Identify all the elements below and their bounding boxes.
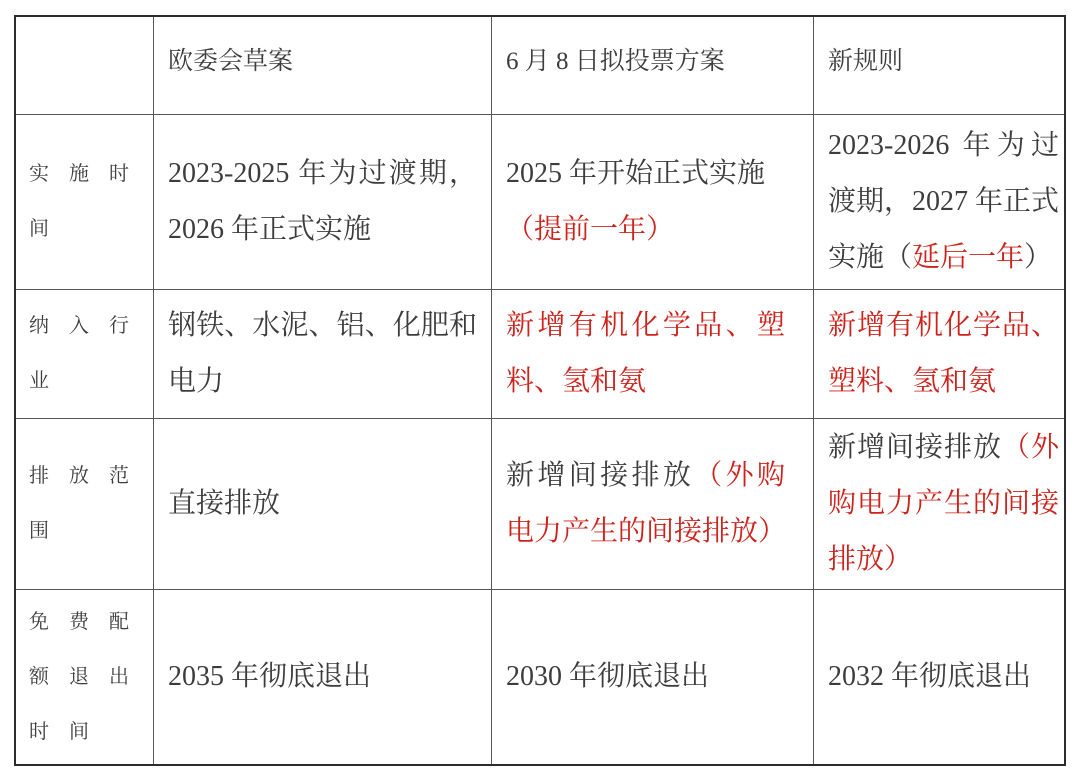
cell-text: [168, 298, 477, 410]
table-cell: [154, 590, 492, 764]
highlighted-text-segment: 新增有机化学品、塑料、氢和氨: [828, 310, 1059, 397]
row-label-cell: [16, 115, 154, 290]
table-cell: [814, 290, 1064, 419]
text-segment: 新增间接排放: [828, 432, 1002, 463]
text-segment: 直接排放: [168, 488, 281, 519]
highlighted-text-segment: （外购电力产生的间接排放）: [506, 460, 787, 547]
row-label: 排放范围: [29, 465, 149, 542]
table-cell: [492, 590, 814, 764]
row-label: 实施时间: [29, 163, 149, 240]
highlighted-text-segment: （外购电力产生的间接排放）: [828, 432, 1059, 575]
row-label: 纳入行业: [29, 315, 149, 392]
text-segment: 2023-2025 年为过渡期，2026 年正式实施: [168, 158, 477, 245]
row-label-cell: [16, 290, 154, 419]
cbam-rules-comparison-table: [14, 15, 1066, 766]
table-cell: [814, 590, 1064, 764]
text-segment: 钢铁、水泥、铝、化肥和电力: [168, 310, 477, 397]
table-cell: [814, 115, 1064, 290]
table-cell: [492, 419, 814, 590]
cell-text: [828, 420, 1059, 588]
text-segment: 2035 年彻底退出: [168, 661, 372, 692]
table-cell: [492, 290, 814, 419]
cell-text: [828, 118, 1059, 286]
cell-text: [828, 649, 1059, 705]
row-label: 免费配额退出时间: [29, 610, 149, 743]
highlighted-text-segment: 延后一年: [912, 242, 1025, 273]
cell-text: [168, 476, 477, 532]
text-segment: 2023-2026 年为过渡期，2027 年正式实施（: [828, 130, 1060, 273]
highlighted-text-segment: （提前一年）: [506, 214, 675, 245]
cell-text: [506, 448, 785, 560]
text-segment: 2032 年彻底退出: [828, 661, 1032, 692]
table-cell: [154, 115, 492, 290]
corner-cell: [16, 17, 154, 115]
table-cell: [154, 290, 492, 419]
comparison-table-wrapper: [14, 15, 1066, 766]
cell-text: [506, 298, 785, 410]
column-header: 新规则: [814, 17, 1064, 115]
text-segment: 2025 年开始正式实施: [506, 158, 766, 189]
cell-text: [168, 146, 477, 258]
cell-text: [506, 146, 785, 258]
row-label-cell: [16, 590, 154, 764]
row-label-cell: [16, 419, 154, 590]
cell-text: [506, 649, 785, 705]
text-segment: ）: [1024, 242, 1053, 273]
cell-text: [168, 649, 477, 705]
table-cell: [814, 419, 1064, 590]
cell-text: [828, 298, 1059, 410]
highlighted-text-segment: 新增有机化学品、塑料、氢和氨: [506, 310, 785, 397]
text-segment: 2030 年彻底退出: [506, 661, 710, 692]
table-cell: [154, 419, 492, 590]
column-header: 欧委会草案: [154, 17, 492, 115]
column-header: 6 月 8 日拟投票方案: [492, 17, 814, 115]
table-cell: [492, 115, 814, 290]
text-segment: 新增间接排放: [506, 460, 695, 491]
